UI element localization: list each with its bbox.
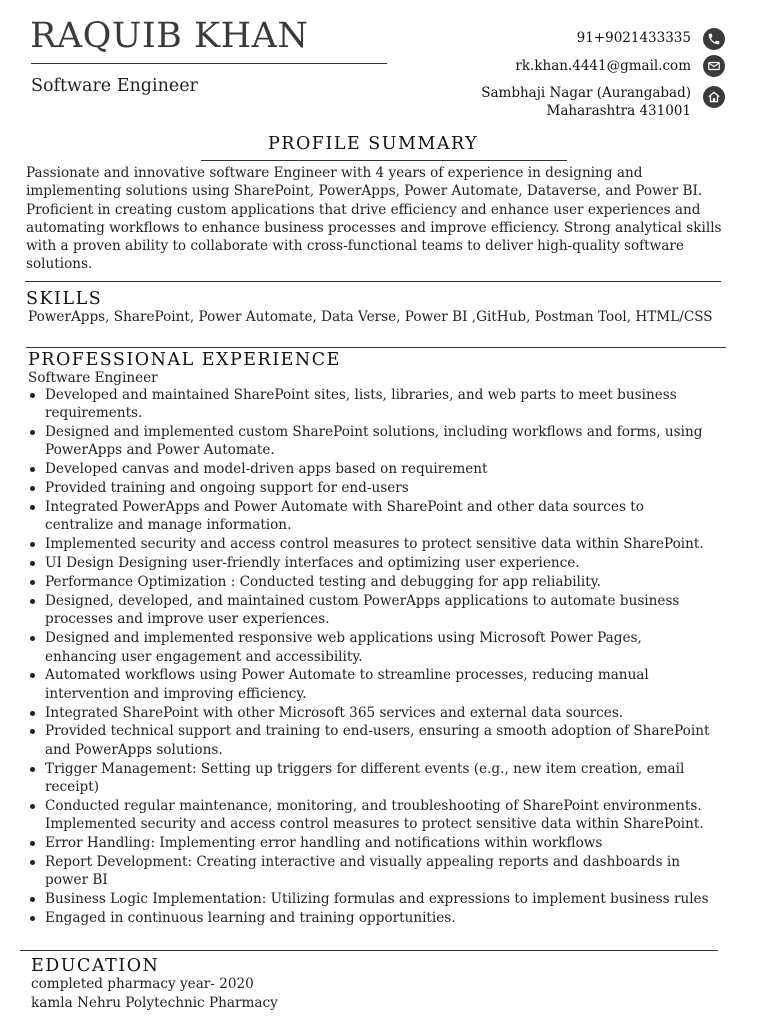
list-item: Error Handling: Implementing error handling and notifications within workflows bbox=[26, 834, 716, 852]
skills-divider bbox=[26, 347, 726, 348]
list-item: Provided technical support and training to end-users, ensuring a smooth adoption of SharePoint and PowerApps solutions. bbox=[26, 722, 716, 759]
experience-role: Software Engineer bbox=[28, 370, 158, 386]
profile-heading-underline bbox=[201, 160, 567, 161]
list-item: Integrated PowerApps and Power Automate with SharePoint and other data sources to centralize and manage information. bbox=[26, 498, 716, 535]
list-item: Implemented security and access control measures to protect sensitive data within SharePoint. bbox=[26, 535, 716, 553]
list-item: Automated workflows using Power Automate to streamline processes, reducing manual intervention and improving efficiency. bbox=[26, 666, 716, 703]
education-line-2: kamla Nehru Polytechnic Pharmacy bbox=[31, 995, 278, 1011]
list-item: Performance Optimization : Conducted testing and debugging for app reliability. bbox=[26, 573, 716, 591]
address bbox=[481, 84, 691, 120]
list-item: Designed, developed, and maintained custom PowerApps applications to automate business processes and improve user experiences. bbox=[26, 592, 716, 629]
list-item: Designed and implemented responsive web applications using Microsoft Power Pages, enhancing user engagement and accessibility. bbox=[26, 629, 716, 666]
address-line-2: Maharashtra 431001 bbox=[546, 103, 691, 119]
list-item: Trigger Management: Setting up triggers for different events (e.g., new item creation, email receipt) bbox=[26, 760, 716, 797]
job-title: Software Engineer bbox=[31, 76, 198, 96]
education-line-1: completed pharmacy year- 2020 bbox=[31, 976, 254, 992]
list-item: Developed and maintained SharePoint sites, lists, libraries, and web parts to meet business requirements. bbox=[26, 386, 716, 423]
email-address: rk.khan.4441@gmail.com bbox=[515, 58, 691, 74]
list-item: Integrated SharePoint with other Microsoft 365 services and external data sources. bbox=[26, 704, 716, 722]
address-line-1: Sambhaji Nagar (Aurangabad) bbox=[481, 85, 691, 101]
profile-summary-heading: PROFILE SUMMARY bbox=[268, 134, 479, 154]
mail-icon bbox=[703, 55, 725, 77]
home-icon bbox=[703, 86, 725, 108]
name-divider bbox=[31, 63, 387, 64]
candidate-name: RAQUIB KHAN bbox=[30, 16, 309, 56]
experience-heading: PROFESSIONAL EXPERIENCE bbox=[28, 350, 341, 370]
skills-text: PowerApps, SharePoint, Power Automate, Data Verse, Power BI ,GitHub, Postman Tool, HTML/CSS bbox=[28, 309, 713, 325]
list-item: Report Development: Creating interactive and visually appealing reports and dashboards in power BI bbox=[26, 853, 716, 890]
list-item: UI Design Designing user-friendly interfaces and optimizing user experience. bbox=[26, 554, 716, 572]
list-item: Developed canvas and model-driven apps based on requirement bbox=[26, 460, 716, 478]
list-item: Business Logic Implementation: Utilizing formulas and expressions to implement business rules bbox=[26, 890, 716, 908]
profile-divider bbox=[25, 281, 721, 282]
education-heading: EDUCATION bbox=[31, 956, 160, 976]
skills-heading: SKILLS bbox=[26, 289, 103, 309]
experience-divider bbox=[20, 950, 718, 951]
list-item: Designed and implemented custom SharePoint solutions, including workflows and forms, using PowerApps and Power Automate. bbox=[26, 423, 716, 460]
list-item: Conducted regular maintenance, monitoring, and troubleshooting of SharePoint environments. Implemented security and access control measures to protect sensitive data within SharePoint. bbox=[26, 797, 716, 834]
list-item: Provided training and ongoing support for end-users bbox=[26, 479, 716, 497]
profile-summary-text: Passionate and innovative software Engineer with 4 years of experience in designing and implementing solutions using SharePoint, PowerApps, Power Automate, Dataverse, and Power BI. Proficient in creating custom applications that drive efficiency and enhance user experiences and automating workflows to enhance business processes and improve efficiency. Strong analytical skills with a proven ability to collaborate with cross-functional teams to deliver high-quality software solutions. bbox=[26, 165, 722, 273]
list-item: Engaged in continuous learning and training opportunities. bbox=[26, 909, 716, 927]
phone-number: 91+9021433335 bbox=[576, 30, 691, 46]
phone-icon bbox=[703, 28, 725, 50]
experience-list bbox=[26, 386, 716, 928]
